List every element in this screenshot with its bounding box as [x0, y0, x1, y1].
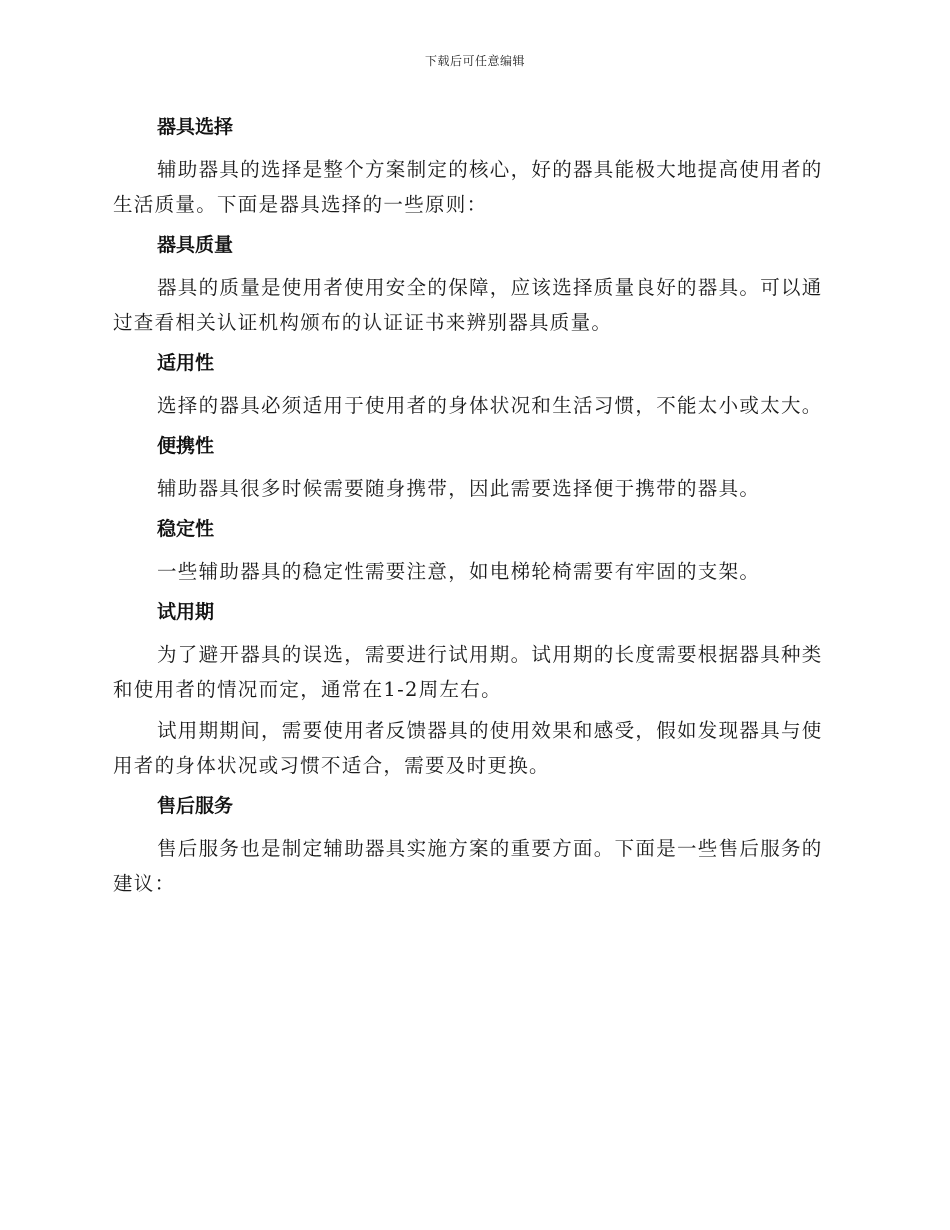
section-heading: 稳定性: [157, 518, 215, 540]
body-paragraph: 辅助器具很多时候需要随身携带，因此需要选择便于携带的器具。: [157, 477, 761, 500]
body-paragraph: 售后服务也是制定辅助器具实施方案的重要方面。下面是一些售后服务的建议：: [113, 837, 823, 895]
body-paragraph: 试用期期间，需要使用者反馈器具的使用效果和感受，假如发现器具与使用者的身体状况或习惯不适合，需要及时更换。: [113, 719, 823, 777]
section-heading: 便携性: [157, 435, 215, 457]
body-paragraph: 辅助器具的选择是整个方案制定的核心，好的器具能极大地提高使用者的生活质量。下面是器具选择的一些原则：: [113, 158, 823, 216]
page-header: 下载后可任意编辑: [424, 54, 525, 68]
body-paragraph: 选择的器具必须适用于使用者的身体状况和生活习惯，不能太小或太大。: [157, 394, 823, 417]
section-heading: 器具质量: [157, 234, 234, 256]
section-heading: 适用性: [157, 352, 215, 374]
body-paragraph: 一些辅助器具的稳定性需要注意，如电梯轮椅需要有牢固的支架。: [157, 560, 761, 583]
section-heading: 试用期: [157, 601, 215, 623]
body-paragraph: 为了避开器具的误选，需要进行试用期。试用期的长度需要根据器具种类和使用者的情况而定，通常在1-2周左右。: [113, 643, 823, 701]
section-heading: 器具选择: [157, 116, 234, 138]
document-body: [113, 108, 835, 901]
body-paragraph: 器具的质量是使用者使用安全的保障，应该选择质量良好的器具。可以通过查看相关认证机构颁布的认证证书来辨别器具质量。: [113, 276, 823, 334]
section-heading: 售后服务: [157, 795, 234, 817]
